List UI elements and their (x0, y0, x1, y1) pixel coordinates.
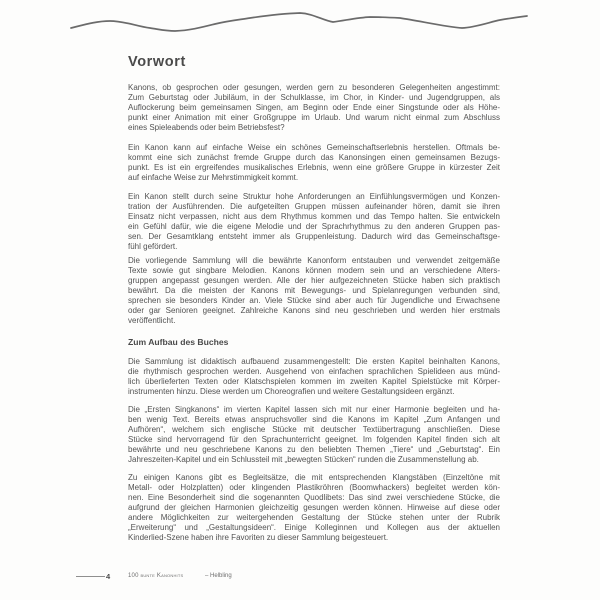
text-line: Stücke sind hervorragend für den Sprachunterricht geeignet. Im folgenden Kapitel finden sich alt (128, 435, 500, 444)
text-line: Zu einigen Kanons gibt es Begleitsätze, die mit entsprechenden Klangstäben (Einzeltöne mit (128, 473, 500, 482)
book-title: 100 bunte Kanonhits (128, 573, 184, 579)
footer-rule (76, 576, 105, 577)
text-line: Die Sammlung ist didaktisch aufbauend zusammengestellt: Die ersten Kapitel beinhalten Kanons, (128, 357, 500, 366)
text-line: instrumenten hinzu. Diese werden um Choreografien und weitere Gestaltungsideen ergänzt. (128, 387, 455, 396)
text-line: eines Spieleabends oder beim Betriebsfest? (128, 123, 285, 132)
section-paragraph-2 (128, 405, 500, 465)
text-line: Die vorliegende Sammlung will die bewährte Kanonform entstauben und verwendet zeitgemäße (128, 256, 500, 265)
text-line: fühl gefördert. (128, 242, 178, 251)
section-paragraph-1 (128, 357, 500, 397)
text-line: lich überlieferten Texten oder Klatschspielen kommen im zweiten Kapitel Spielstücke mit Körper- (128, 377, 500, 386)
text-line: auf einfache Weise zur Mehrstimmigkeit kommt. (128, 173, 299, 182)
text-line: kommt eine sich zunächst fremde Gruppe durch das Kanonsingen einen gemeinsamen Bezugs- (128, 153, 500, 162)
text-line: bewährte und neu geschriebene Kanons zu den beliebten Themen „Tiere“ und „Geburtstag“. Ein (128, 445, 500, 454)
page-title: Vorwort (128, 54, 186, 70)
text-line: Ein Kanon kann auf einfache Weise ein schönes Gemeinschaftserlebnis herstellen. Oftmals be- (128, 143, 500, 152)
intro-paragraph-4 (128, 256, 500, 326)
text-line: punkt. Es ist ein ergreifendes musikalisches Erlebnis, wenn eine größere Gruppe in kürzester Zeit (128, 163, 500, 172)
text-line: Ein Kanon stellt durch seine Struktur hohe Anforderungen an Einfühlungsvermögen und Konzen- (128, 192, 500, 201)
text-line: „Erweiterung“ und „Gestaltungsideen“. Einige Kolleginnen und Kollegen aus der aktuellen (128, 523, 500, 532)
intro-paragraph-1 (128, 83, 500, 133)
text-line: sprechen sie besonders Kinder an. Viele Stücke sind aber auch für Jugendliche und Erwachsene (128, 296, 500, 305)
text-line: aufgrund der gleichen Harmonien gleichzeitig gesungen werden können. Hinweise auf diese oder (128, 503, 500, 512)
intro-paragraph-3 (128, 192, 500, 252)
text-line: tration der Ausführenden. Die aufgeteilten Gruppen müssen aufeinander hören, damit sie ihren (128, 202, 500, 211)
intro-paragraph-2 (128, 143, 500, 183)
page-number: 4 (106, 572, 111, 581)
section-paragraph-3 (128, 473, 500, 543)
text-line: Kinderlied-Szene haben ihre Favoriten zu dieser Sammlung beigesteuert. (128, 533, 389, 542)
publisher: – Helbling (205, 573, 232, 579)
text-line: Die „Ersten Singkanons“ im vierten Kapitel lassen sich mit nur einer Harmonie begleiten und ha- (128, 405, 500, 414)
text-line: Einsatz nicht verpassen, nicht aus dem Rhythmus kommen und das Tempo halten. Sie entwickeln (128, 212, 500, 221)
text-line: bewährt. Da die meisten der Kanons mit Bewegungs- und Spielanregungen verbunden sind, (128, 286, 500, 295)
decorative-wavy-line (65, 10, 535, 36)
text-line: Auflockerung beim gemeinsamen Singen, am Beginn oder Ende einer Singstunde oder als Höhe- (128, 103, 500, 112)
text-line: Texte sowie gut singbare Melodien. Kanons können modern sein und an verschiedene Alters- (128, 266, 500, 275)
text-line: andere Möglichkeiten zur weitergehenden Gestaltung der Stücke stehen unter der Rubrik (128, 513, 500, 522)
text-line: punkt einer Animation mit einer Großgruppe im Urlaub. Und warum nicht einmal zum Abschluss (128, 113, 500, 122)
text-line: sen. Der Gesamtklang entsteht immer als Gruppenleistung. Dadurch wird das Gemeinschaftsge- (128, 232, 500, 241)
text-line: oder gar Senioren geeignet. Zahlreiche Kanons sind neu geschrieben und werden hier erstmals (128, 306, 500, 315)
text-line: Aufhören“, welchem sich englische Stücke mit deutscher Textübertragung anschließen. Diese (128, 425, 500, 434)
text-line: ein Gefühl dafür, wie die eigene Melodie und der Sprachrhythmus zu den anderen Gruppen pas- (128, 222, 500, 231)
text-line: ben wenig Text. Bereits etwas anspruchsvoller sind die Kanons im Kapitel „Zum Anfangen und (128, 415, 500, 424)
text-line: veröffentlicht. (128, 316, 176, 325)
text-line: Zum Geburtstag oder Jubiläum, in der Schulklasse, im Chor, in Kinder- und Jugendgruppen, als (128, 93, 500, 102)
section-heading: Zum Aufbau des Buches (128, 337, 229, 347)
text-line: Kanons, ob gesprochen oder gesungen, werden gern zu besonderen Gelegenheiten angestimmt: (128, 83, 500, 92)
text-line: nen. Eine Besonderheit sind die sogenannten Quodlibets: Das sind zwei verschiedene Stücke, die (128, 493, 500, 502)
text-line: Jahreszeiten-Kapitel und ein Schlussteil mit „bewegten Stücken“ runden die Zusammenstellung ab. (128, 455, 479, 464)
text-line: die rhythmisch gesprochen werden. Ausgehend von einfachen sprachlichen Spielideen aus münd- (128, 367, 500, 376)
text-line: Metall- oder Holzplatten) oder klingenden Plastikröhren (Boomwhackers) begleitet werden kön- (128, 483, 500, 492)
text-line: gruppen angepasst gesungen werden. Alle der hier aufgezeichneten Stücke haben sich praktisch (128, 276, 500, 285)
